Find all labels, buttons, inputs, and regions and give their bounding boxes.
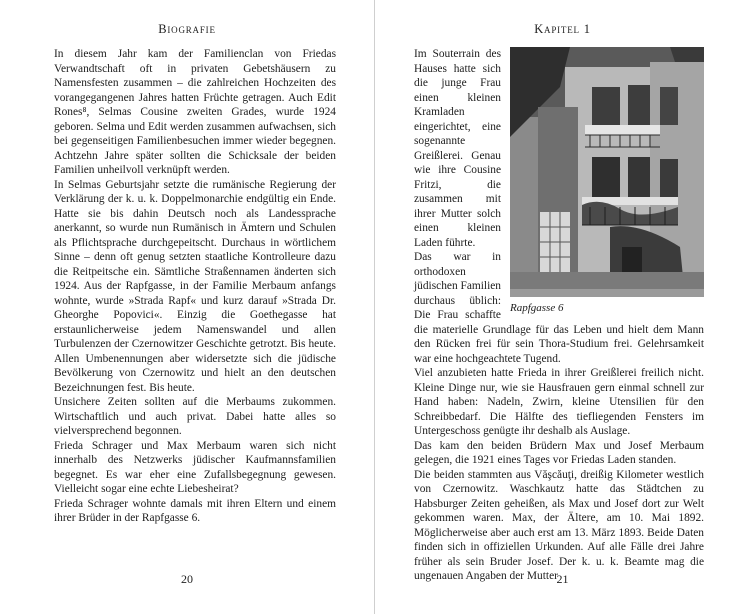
paragraph: Das kam den beiden Brüdern Max und Josef Merbaum gelegen, die 1921 eines Tages vor Friedas Laden standen. bbox=[414, 439, 704, 466]
paragraph: In Selmas Geburtsjahr setzte die rumänische Regierung der Verklärung der k. u. k. Doppelmonarchie endgültig ein Ende. Hatte sie bis dahin Deutsch noch als Landessprache anerkannt, so wurde nun Rumänisch in Ämtern und Schulen als Pflichtsprache durchgepeitscht. Durchaus in wörtlichem Sinne – denn oft genug setzten staatliche Kontrolleure dazu die Reitpeitsche ein. Sämtliche Straßennamen änderten sich 1924. Aus der Rapfgasse, in der Familie Merbaum anfangs wohnte, wurde »Strada Rapf« und kurz darauf »Strada Dr. Gheorghe Popovici«. Einzig die Goethegasse hat erstaunlicherweise jedem Namenswandel und allen Turbulenzen der Czernowitzer Geschichte getrotzt. Bis heute. Allen Umbenennungen aber widersetzte sich die jüdische Bevölkerung von Czernowitz und hielt an den deutschen Bezeichnungen fest. Bis heute. bbox=[54, 178, 336, 394]
paragraph: In diesem Jahr kam der Familienclan von Friedas Verwandtschaft oft in privaten Gebetshäusern zu Namensfesten zusammen – die zahlreichen Hochzeiten des vorangegangenen Jahres hatten Früchte getragen. Auch Edit Rones⁸, Selmas Cousine zweiten Grades, wurde 1924 geboren. Selma und Edit werden zusammen aufwachsen, sich bei gegenseitigen Familienbesuchen immer wieder begegnen. Achtzehn Jahre später sollten die Schicksale der beiden Familien unheilvoll verknüpft werden. bbox=[54, 48, 336, 176]
photo-caption: Rapfgasse 6 bbox=[510, 302, 564, 314]
page-number-left: 20 bbox=[181, 572, 193, 586]
paragraph: Frieda Schrager und Max Merbaum waren sich nicht innerhalb des Netzwerks jüdischer Kaufmannsfamilien begegnet. Es war eher eine Zufallsbegegnung gewesen. Vielleicht sogar eine echte Liebesheirat? bbox=[54, 439, 336, 495]
running-head-left: Biografie bbox=[158, 22, 216, 36]
right-page-text bbox=[414, 47, 704, 584]
paragraph: Frieda Schrager wohnte damals mit ihren Eltern und einem ihrer Brüder in der Rapfgasse 6. bbox=[54, 497, 336, 524]
right-page bbox=[375, 0, 750, 614]
paragraph: Unsichere Zeiten sollten auf die Merbaums zukommen. Wirtschaftlich und auch privat. Dabei hatte alles so vielversprechend begonnen. bbox=[54, 396, 336, 437]
paragraph: Im Souterrain des Hauses hatte sich die junge Frau einen kleinen Kramladen eingerichtet, eine sogenannte Greißlerei. Genau wie ihre Cousine Fritzi, die zusammen mit ihrer Mutter solch einen kleinen Laden führte. bbox=[414, 48, 501, 249]
left-page-text bbox=[54, 47, 336, 526]
paragraph: Das war in orthodoxen jüdischen Familien durchaus üblich: Die Frau schaffte die materielle Grundlage für das Leben und hielt dem Mann den Rücken frei für sein Thora-Studium frei. Gelehrsamkeit war eine hochgeachtete Tugend. bbox=[414, 251, 704, 365]
figure bbox=[510, 47, 704, 315]
paragraph: Viel anzubieten hatte Frieda in ihrer Greißlerei freilich nicht. Kleine Dinge nur, wie sie Hausfrauen gern einmal schnell zur Hand haben: Nadeln, Zwirn, kleine Utensilien für den Schreibbedarf. Die Hälfte des tiefliegenden Fensters im Untergeschoss genügte ihr deshalb als Auslage. bbox=[414, 367, 704, 437]
running-head-right: Kapitel 1 bbox=[534, 22, 591, 36]
building-photo bbox=[510, 47, 704, 297]
paragraph: Die beiden stammten aus Văşcăuţi, dreißig Kilometer westlich von Czernowitz. Waschkautz hatte das Städtchen zu Habsburger Zeiten geheißen, als Max und Josef dort zur Welt gekommen waren. Max, der Ältere, am 10. Mai 1892. Möglicherweise aber auch erst am 13. März 1893. Beide Daten finden sich in offiziellen Urkunden. Auf alle Fälle drei Jahre früher als sein Bruder Josef. Der k. u. k. Beamte mag die ungenauen Angaben der Mutter bbox=[414, 468, 704, 582]
page-number-right: 21 bbox=[556, 572, 569, 586]
